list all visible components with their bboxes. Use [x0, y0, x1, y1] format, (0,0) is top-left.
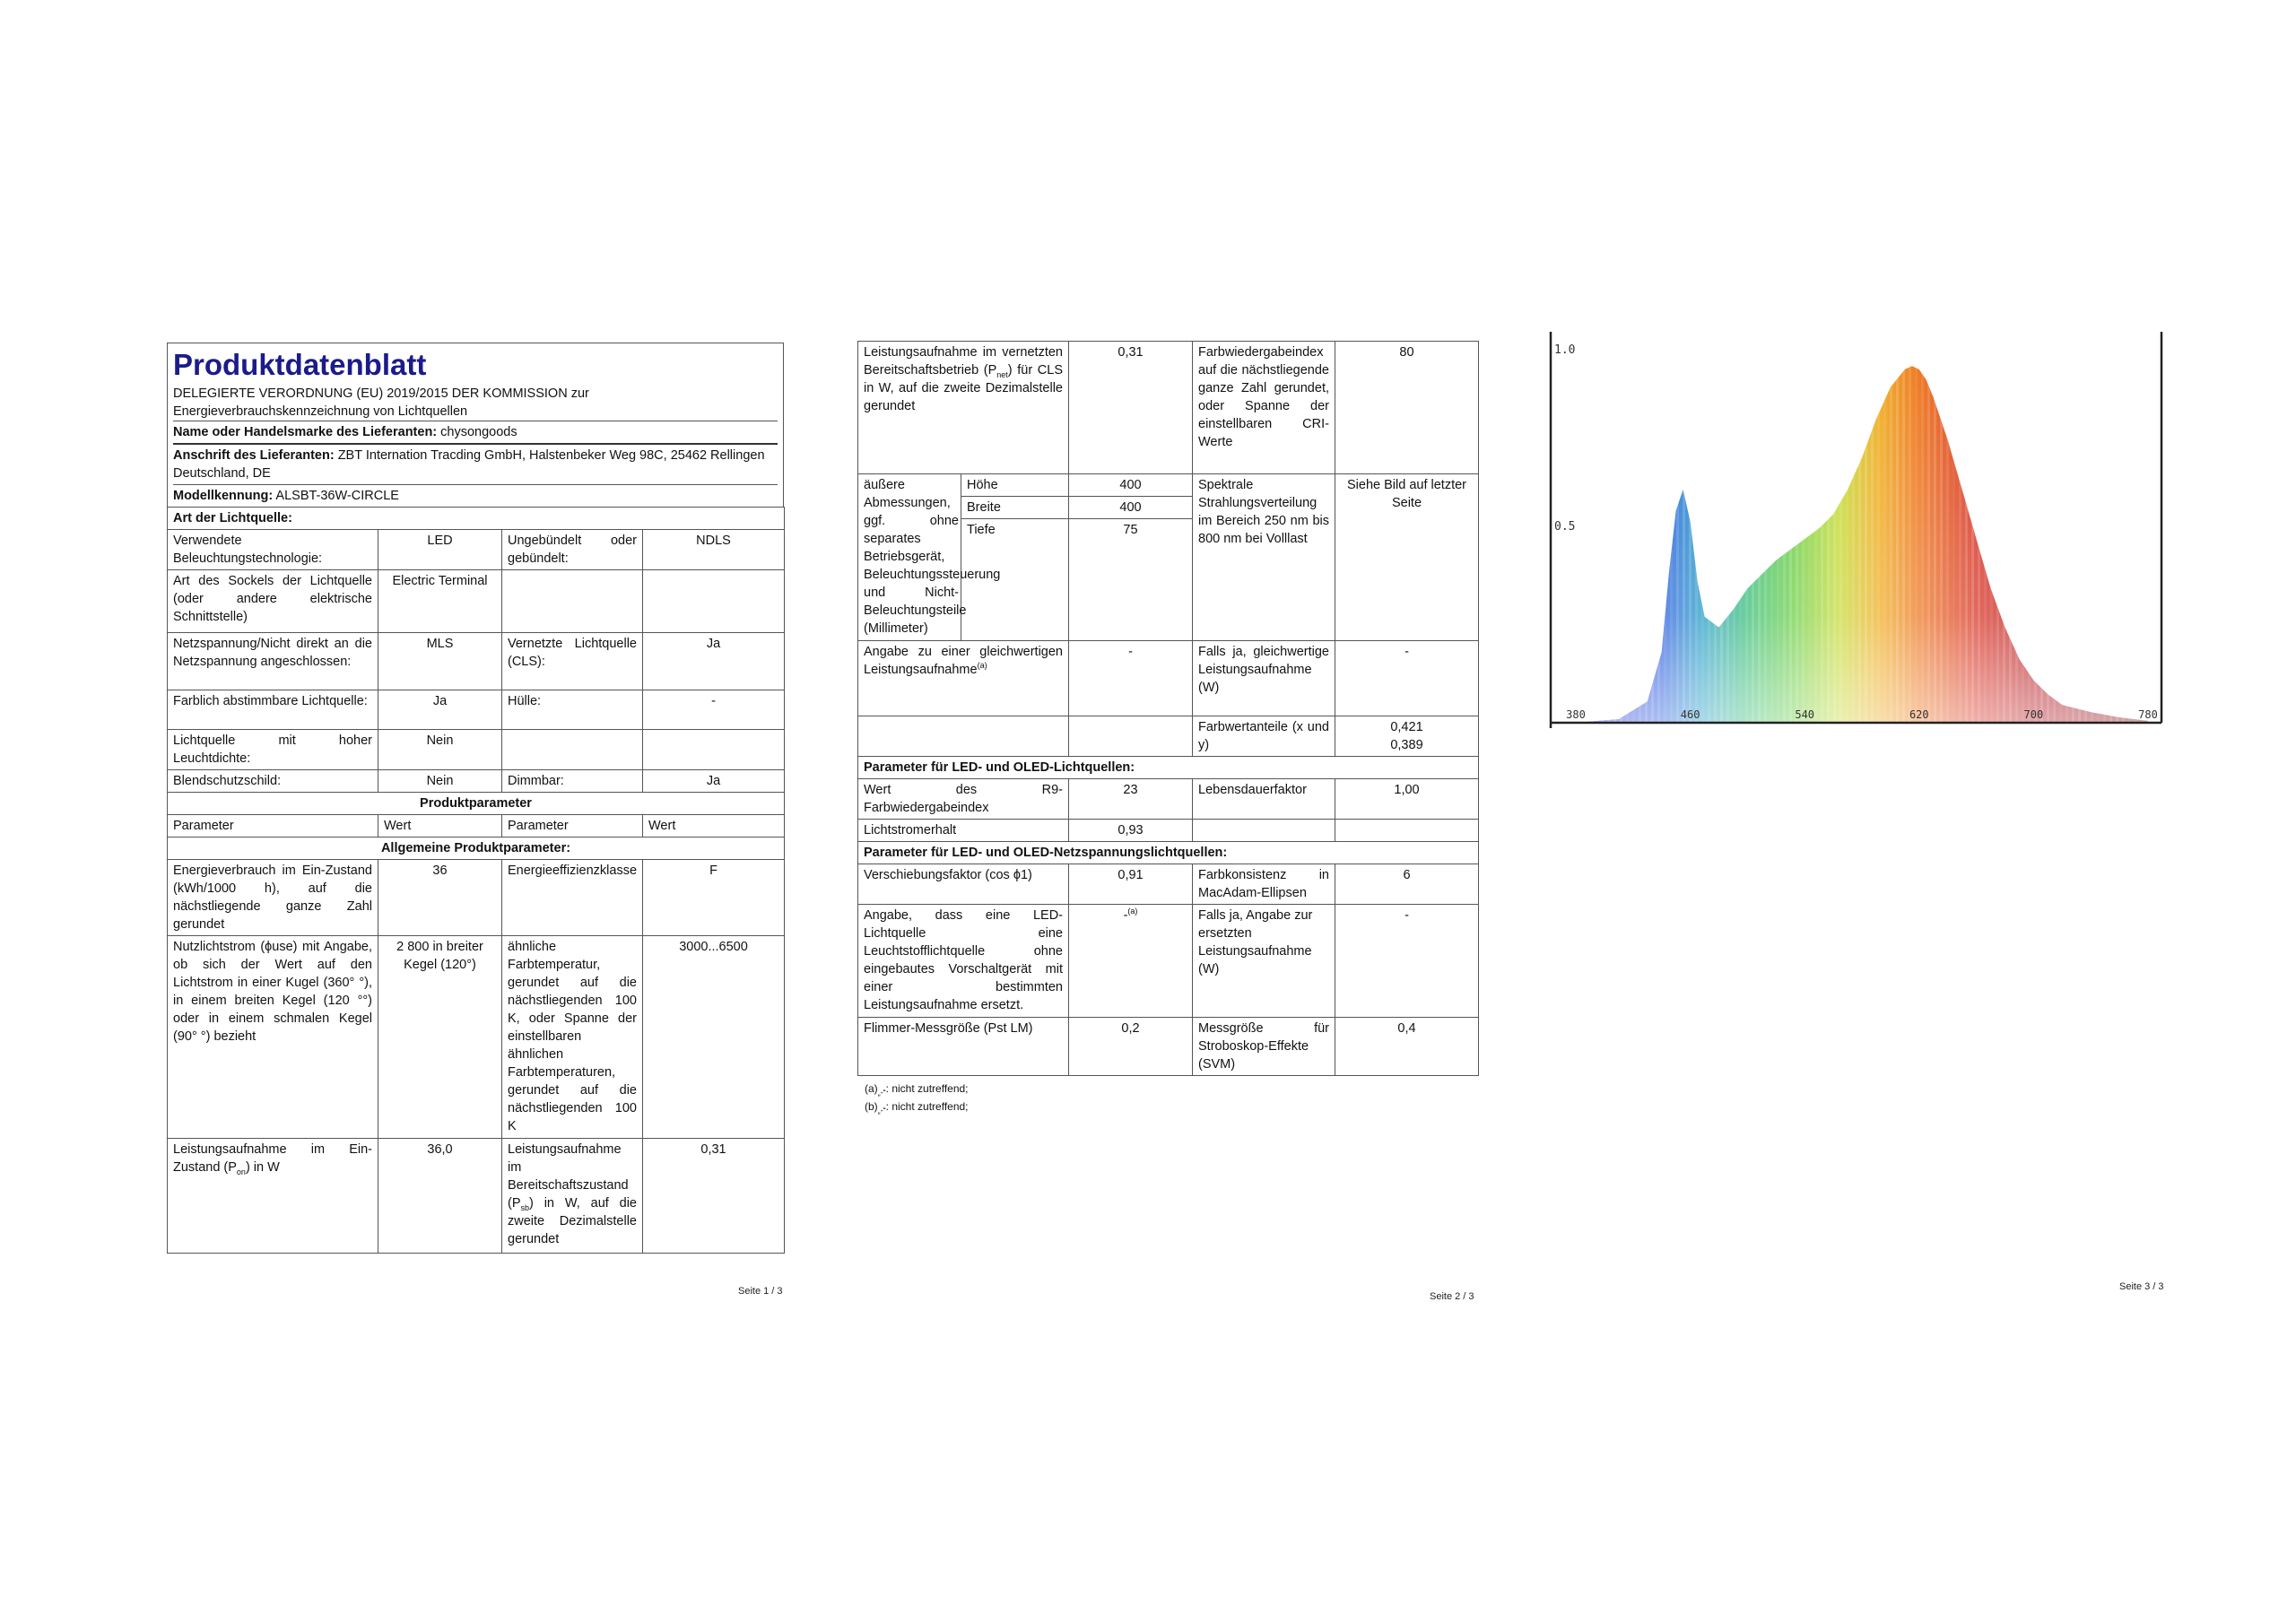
section-led-parameters: Parameter für LED- und OLED-Lichtquellen: — [858, 757, 1479, 779]
model-label: Modellkennung: — [173, 489, 274, 503]
x-tick-label: 460 — [1680, 708, 1700, 721]
cell-label: Verwendete Beleuchtungstechnologie: — [168, 530, 378, 570]
cell-label: Blendschutzschild: — [168, 770, 378, 793]
cell-value: 6 — [1335, 864, 1479, 905]
label-part: Leistungsaufnahme im Ein-Zustand (P — [173, 1142, 372, 1175]
section-general-parameters: Allgemeine Produktparameter: — [168, 838, 785, 860]
footnote-text: : nicht zutreffend; — [885, 1100, 969, 1113]
cell-empty — [643, 570, 785, 633]
cell-value — [1335, 716, 1479, 757]
cell-value: 36 — [378, 860, 502, 936]
footnotes — [857, 1080, 1478, 1115]
footnote-mark: (a) — [865, 1082, 878, 1095]
spectrum-stripe — [1921, 332, 1924, 723]
cell-label: Energieeffizienzklasse — [502, 860, 643, 936]
cell-empty — [1335, 820, 1479, 842]
supplier-name-label: Name oder Handelsmarke des Lieferanten: — [173, 425, 438, 439]
cell-value: LED — [378, 530, 502, 570]
dimension-label: Tiefe — [961, 519, 1069, 641]
label-subscript: on — [236, 1167, 246, 1176]
section-mains-parameters: Parameter für LED- und OLED-Netzspannungslichtquellen: — [858, 842, 1479, 864]
cell-empty — [858, 716, 1069, 757]
x-tick-label: 700 — [2023, 708, 2044, 721]
label-part: Angabe zu einer gleichwertigen Leistungsaufnahme — [864, 645, 1063, 677]
cell-value: - — [1069, 641, 1193, 716]
footnote-text: : nicht zutreffend; — [885, 1082, 969, 1095]
cell-label: Messgröße für Stroboskop-Effekte (SVM) — [1193, 1018, 1335, 1076]
section-product-parameters: Produktparameter — [168, 793, 785, 815]
cell-label: Vernetzte Lichtquelle (CLS): — [502, 633, 643, 690]
spectrum-chart — [1549, 332, 2163, 728]
label-part: ) in W — [245, 1160, 280, 1175]
cell-label — [168, 1139, 378, 1254]
spectrum-stripe — [1915, 332, 1918, 723]
cell-value: Electric Terminal — [378, 570, 502, 633]
x-tick-label: 380 — [1566, 708, 1586, 721]
cell-label: Falls ja, gleichwertige Leistungsaufnahme (W) — [1193, 641, 1335, 716]
dimension-label: Höhe — [961, 474, 1069, 497]
cell-value: 75 — [1069, 519, 1193, 641]
cell-value: Nein — [378, 730, 502, 770]
cell-label — [858, 641, 1069, 716]
cell-value: 0,31 — [643, 1139, 785, 1254]
cell-label: Nutzlichtstrom (ϕuse) mit Angabe, ob sich der Wert auf den Lichtstrom in einer Kugel (360° °), in einem breiten Kegel (120 °°) oder in einem schmalen Kegel (90° °) bezieht — [168, 936, 378, 1139]
cell-value: 0,91 — [1069, 864, 1193, 905]
footnote-b — [865, 1098, 1478, 1115]
cell-label: Art des Sockels der Lichtquelle (oder andere elektrische Schnittstelle) — [168, 570, 378, 633]
section-light-source-type: Art der Lichtquelle: — [168, 508, 785, 530]
cell-value: Ja — [378, 690, 502, 730]
supplier-address-line — [173, 443, 778, 484]
label-part: Leistungsaufnahme im Bereitschaftszustand (P — [508, 1142, 629, 1211]
cell-label: Dimmbar: — [502, 770, 643, 793]
cell-empty — [1069, 716, 1193, 757]
model-value: ALSBT-36W-CIRCLE — [275, 489, 399, 503]
label-part: ) für CLS in W, auf die zweite Dezimalstelle gerundet — [864, 363, 1063, 413]
cell-label: Farblich abstimmbare Lichtquelle: — [168, 690, 378, 730]
cell-empty — [502, 730, 643, 770]
cell-label: Wert des R9-Farbwiedergabeindex — [858, 779, 1069, 820]
column-header: Wert — [643, 815, 785, 838]
spectrum-stripe — [1890, 332, 1892, 723]
cell-value: 0,2 — [1069, 1018, 1193, 1076]
page-2-table — [857, 341, 1479, 1076]
spectrum-stripe — [1902, 332, 1905, 723]
cell-label: Spektrale Strahlungsverteilung im Bereich 250 nm bis 800 nm bei Volllast — [1193, 474, 1335, 641]
label-part: ) in W, auf die zweite Dezimalstelle gerundet — [508, 1196, 637, 1246]
cell-label: Farbwiedergabeindex auf die nächstliegende ganze Zahl gerundet, oder Spanne der einstellbaren CRI-Werte — [1193, 342, 1335, 474]
cell-value: 80 — [1335, 342, 1479, 474]
supplier-address-value: ZBT Internation Tracding GmbH, Halstenbeker Weg 98C, 25462 Rellingen Deutschland, DE — [173, 448, 765, 481]
cell-value: 0,31 — [1069, 342, 1193, 474]
cell-value: 400 — [1069, 474, 1193, 497]
cell-value: 2 800 in breiter Kegel (120°) — [378, 936, 502, 1139]
cell-label: Energieverbrauch im Ein-Zustand (kWh/1000 h), auf die nächstliegende ganze Zahl gerundet — [168, 860, 378, 936]
column-header: Wert — [378, 815, 502, 838]
value-part: - — [1123, 908, 1128, 923]
cell-label: Flimmer-Messgröße (Pst LM) — [858, 1018, 1069, 1076]
document-title: Produktdatenblatt — [173, 348, 427, 381]
label-superscript: (a) — [977, 661, 987, 671]
cell-value: 0,93 — [1069, 820, 1193, 842]
cell-label: Lichtquelle mit hoher Leuchtdichte: — [168, 730, 378, 770]
cell-label: äußere Abmessungen, ggf. ohne separates Betriebsgerät, Beleuchtungssteuerung und Nicht-Beleuchtungsteile (Millimeter) — [858, 474, 961, 641]
cell-label — [858, 342, 1069, 474]
cell-label: Hülle: — [502, 690, 643, 730]
footnote-mark: (b) — [865, 1100, 878, 1113]
label-subscript: net — [996, 369, 1008, 379]
footnote-subscript: „-“ — [877, 1088, 886, 1098]
cell-value: MLS — [378, 633, 502, 690]
cell-label: Falls ja, Angabe zur ersetzten Leistungsaufnahme (W) — [1193, 905, 1335, 1018]
y-tick-label: 1.0 — [1554, 343, 1576, 357]
spectrum-stripe — [1927, 332, 1930, 723]
cell-empty — [502, 570, 643, 633]
label-part: Leistungsaufnahme im vernetzten Bereitschaftsbetrieb (P — [864, 345, 1063, 378]
label-subscript: sb — [520, 1202, 530, 1212]
footnote-a — [865, 1080, 1478, 1098]
cell-value: - — [1335, 905, 1479, 1018]
cell-label: Angabe, dass eine LED-Lichtquelle eine Leuchtstofflichtquelle ohne eingebautes Vorschaltgerät mit einer bestimmten Leistungsaufnahme ersetzt. — [858, 905, 1069, 1018]
spectrum-stripe — [1896, 332, 1899, 723]
column-header: Parameter — [502, 815, 643, 838]
chroma-x-value: 0,421 — [1390, 720, 1423, 734]
cell-value: - — [1335, 641, 1479, 716]
supplier-address-label: Anschrift des Lieferanten: — [173, 448, 335, 463]
cell-value: F — [643, 860, 785, 936]
cell-value: 3000...6500 — [643, 936, 785, 1139]
regulation-text: DELEGIERTE VERORDNUNG (EU) 2019/2015 DER KOMMISSION zur Energieverbrauchskennzeichnung von Lichtquellen — [173, 386, 589, 419]
cell-label: Netzspannung/Nicht direkt an die Netzspannung angeschlossen: — [168, 633, 378, 690]
cell-value: 0,4 — [1335, 1018, 1479, 1076]
cell-label: Farbkonsistenz in MacAdam-Ellipsen — [1193, 864, 1335, 905]
footnote-subscript: „-“ — [877, 1106, 886, 1115]
cell-label: Verschiebungsfaktor (cos ϕ1) — [858, 864, 1069, 905]
cell-empty — [1193, 820, 1335, 842]
cell-label: Lichtstromerhalt — [858, 820, 1069, 842]
cell-value: 23 — [1069, 779, 1193, 820]
page-2 — [857, 341, 1478, 1115]
cell-value: Ja — [643, 633, 785, 690]
spectrum-stripe — [1909, 332, 1911, 723]
x-tick-label: 780 — [2138, 708, 2158, 721]
cell-label: Farbwertanteile (x und y) — [1193, 716, 1335, 757]
page-3-footer: Seite 3 / 3 — [2119, 1281, 2164, 1292]
cell-label: Lebensdauerfaktor — [1193, 779, 1335, 820]
cell-value: - — [643, 690, 785, 730]
cell-value: NDLS — [643, 530, 785, 570]
page-1-footer: Seite 1 / 3 — [738, 1286, 783, 1297]
chroma-y-value: 0,389 — [1390, 738, 1423, 752]
page-1 — [167, 343, 784, 1254]
cell-value: 400 — [1069, 497, 1193, 519]
cell-value: Nein — [378, 770, 502, 793]
y-tick-label: 0.5 — [1554, 520, 1576, 534]
supplier-name-line — [173, 421, 778, 443]
cell-label — [502, 1139, 643, 1254]
cell-value: Siehe Bild auf letzter Seite — [1335, 474, 1479, 641]
cell-value: Ja — [643, 770, 785, 793]
page-1-header — [167, 343, 784, 507]
page-2-footer: Seite 2 / 3 — [1430, 1291, 1474, 1302]
cell-value: 1,00 — [1335, 779, 1479, 820]
cell-label: Ungebündelt oder gebündelt: — [502, 530, 643, 570]
x-tick-label: 620 — [1909, 708, 1929, 721]
dimension-label: Breite — [961, 497, 1069, 519]
cell-empty — [643, 730, 785, 770]
cell-value: 36,0 — [378, 1139, 502, 1254]
page-1-table — [167, 507, 785, 1254]
model-line — [173, 484, 778, 507]
cell-label: ähnliche Farbtemperatur, gerundet auf die nächstliegenden 100 K, oder Spanne der einstellbaren ähnlichen Farbtemperaturen, gerundet auf die nächstliegenden 100 K — [502, 936, 643, 1139]
cell-value — [1069, 905, 1193, 1018]
x-tick-label: 540 — [1795, 708, 1815, 721]
supplier-name-value: chysongoods — [440, 425, 517, 439]
value-superscript: (a) — [1127, 907, 1138, 916]
column-header: Parameter — [168, 815, 378, 838]
page-3 — [1549, 332, 2163, 728]
